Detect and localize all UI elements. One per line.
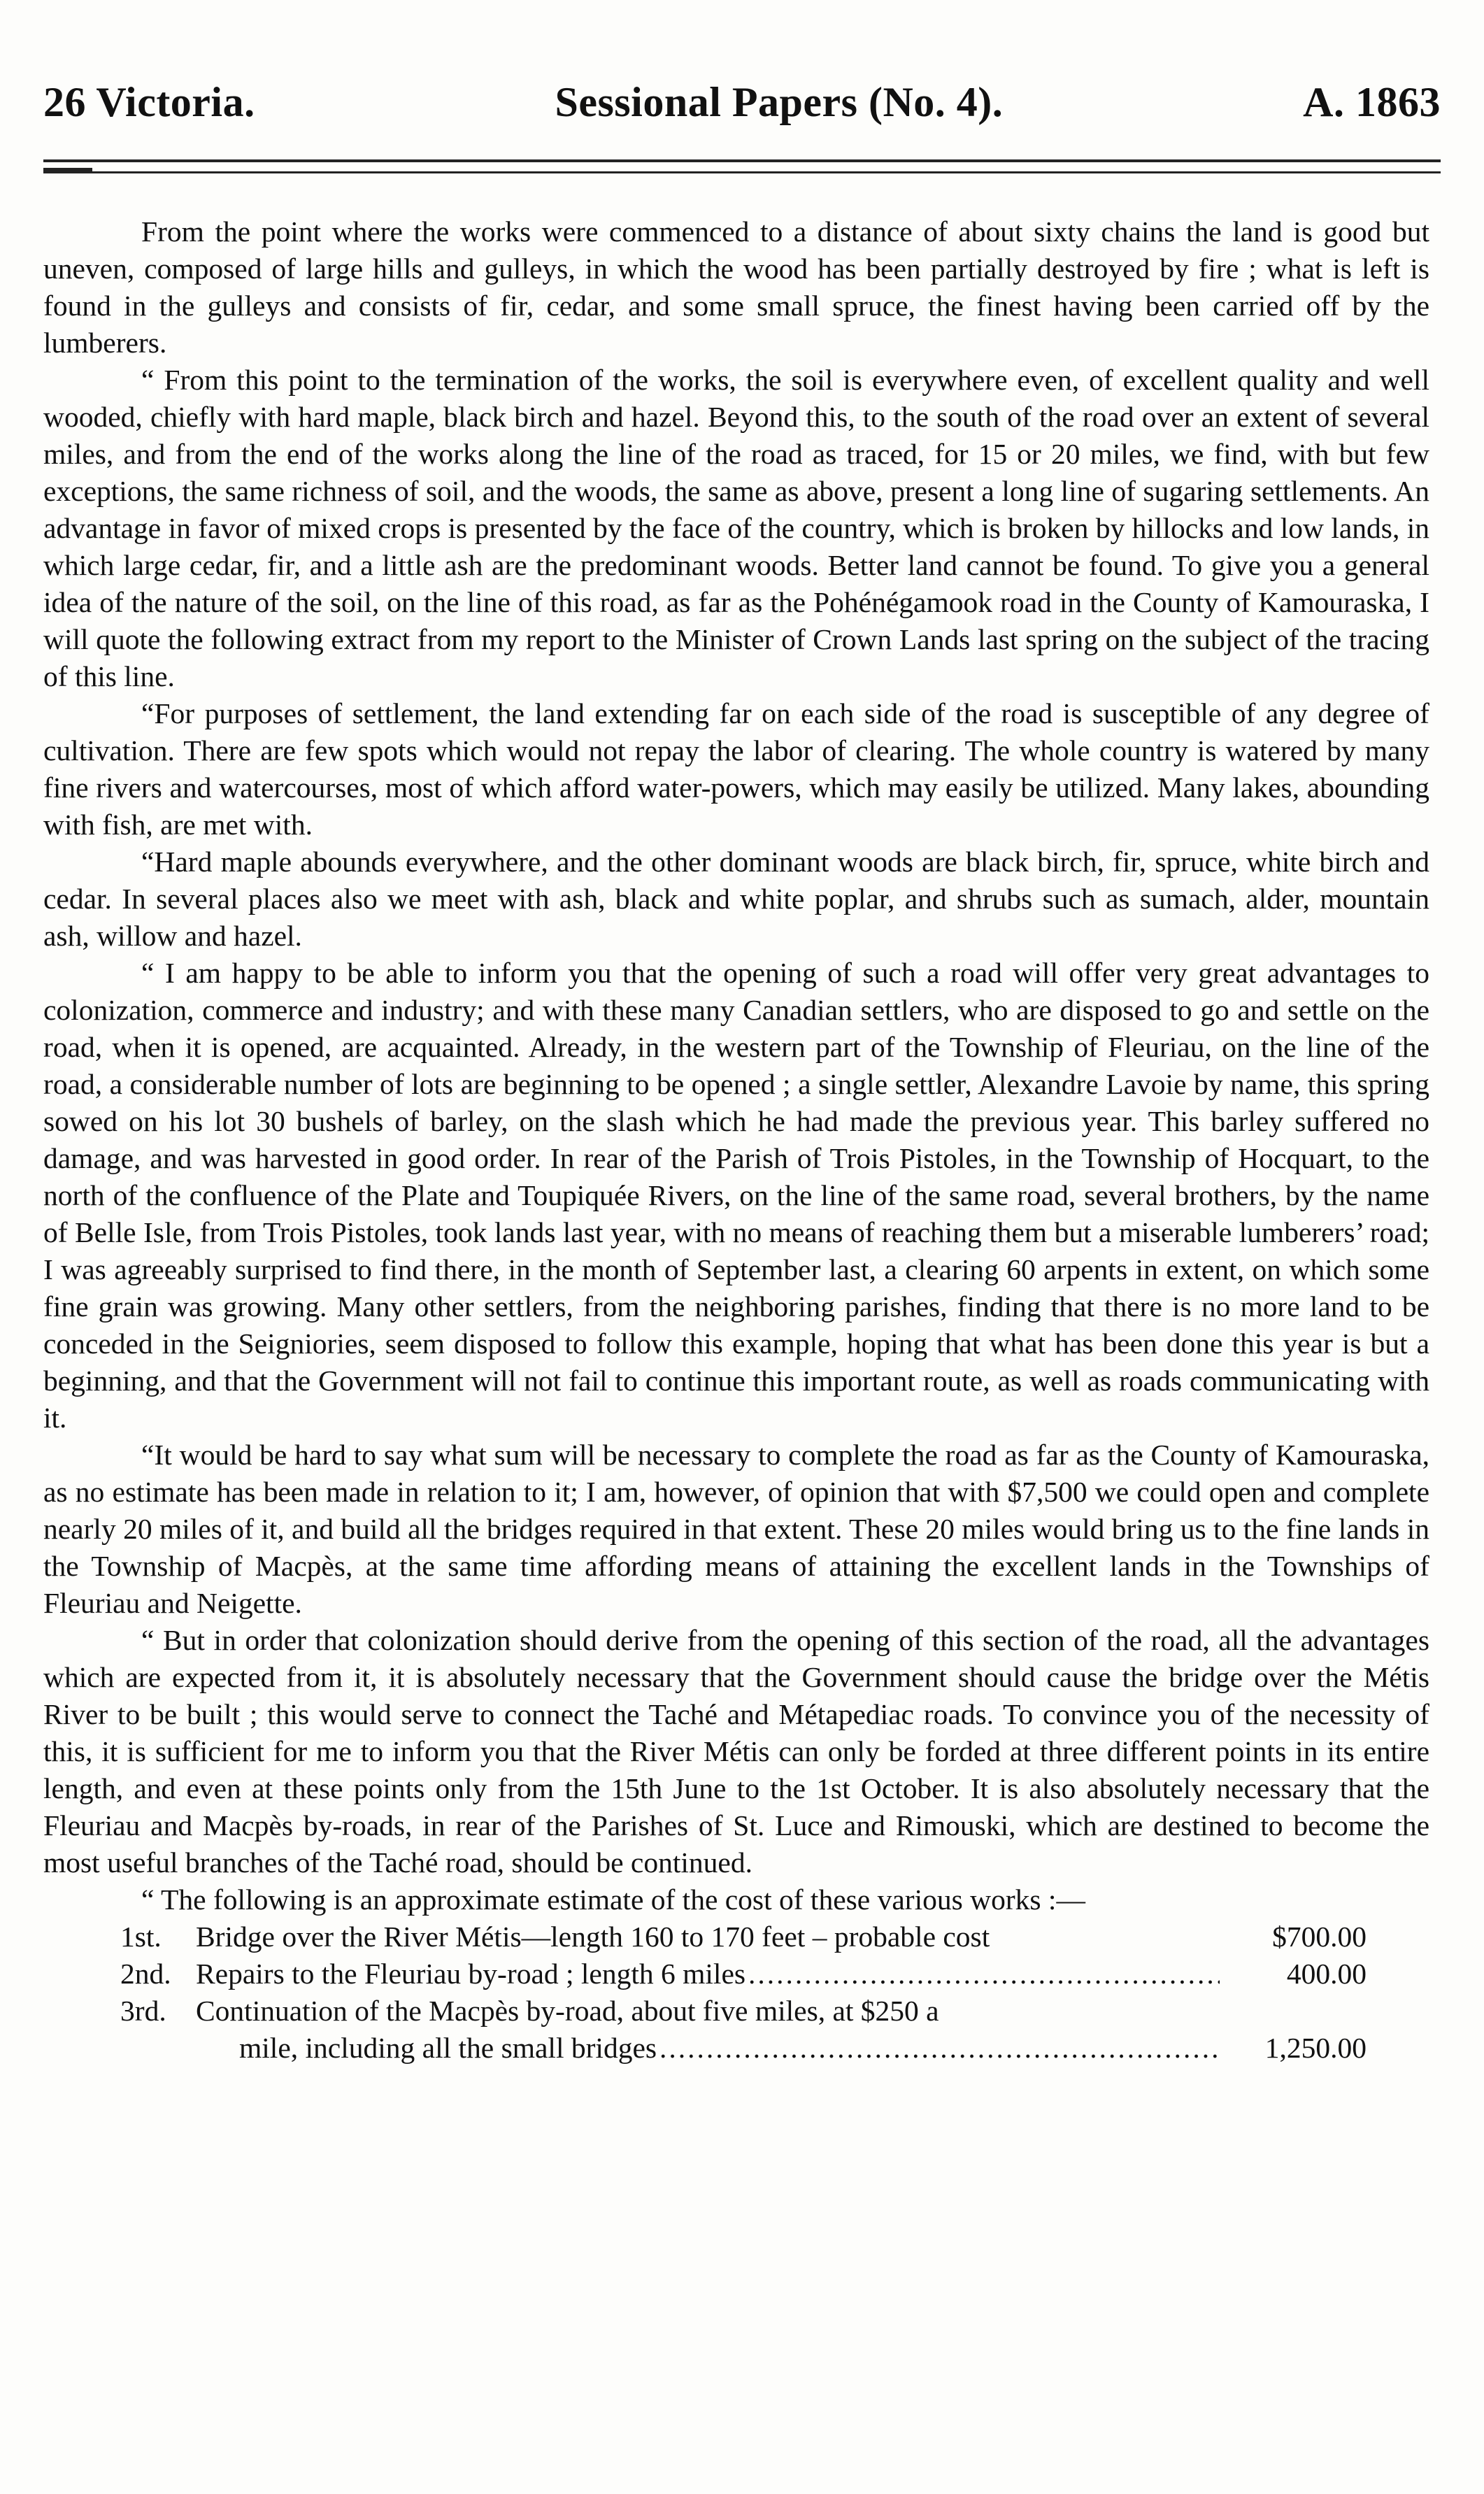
- estimate-number: 3rd.: [120, 1995, 166, 2027]
- estimate-intro: “ The following is an approximate estimate of the cost of these various works :—: [141, 1883, 1085, 1916]
- estimate-amount: 400.00: [1286, 1958, 1367, 1990]
- leader-dots: [745, 1955, 1220, 1993]
- estimate-list: [43, 1918, 1429, 2067]
- estimate-description: Repairs to the Fleuriau by-road ; length 6 miles: [196, 1958, 746, 1990]
- header-rule-mark: [43, 168, 92, 172]
- estimate-description: Bridge over the River Métis—length 160 to 170 feet – probable cost: [196, 1921, 990, 1953]
- estimate-item: [43, 1918, 1429, 1955]
- estimate-item: [43, 1993, 1429, 2030]
- header-rule-top: [43, 159, 1441, 162]
- estimate-description: Continuation of the Macpès by-road, about five miles, at $250 a: [196, 1995, 939, 2027]
- estimate-description-continued: mile, including all the small bridges: [239, 2032, 657, 2064]
- paragraph: “ From this point to the termination of the works, the soil is everywhere even, of excellent quality and well wooded, chiefly with hard maple, black birch and hazel. Beyond this, to the south of the road over an extent of several miles, and from the end of the works along the line of the road as traced, for 15 or 20 miles, we find, with but few exceptions, the same richness of soil, and the woods, the same as above, present a long line of sugaring settlements. An advantage in favor of mixed crops is presented by the face of the country, which is broken by hillocks and low lands, in which large cedar, fir, and a little ash are the predominant woods. Better land cannot be found. To give you a general idea of the nature of the soil, on the line of this road, as far as the Pohénégamook road in the County of Kamouraska, I will quote the following extract from my report to the Minister of Crown Lands last spring on the subject of the tracing of this line.: [43, 364, 1429, 692]
- header-year: A. 1863: [1303, 79, 1441, 125]
- estimate-item: [43, 1955, 1429, 1993]
- header-session: 26 Victoria.: [43, 79, 255, 125]
- paragraph: “Hard maple abounds everywhere, and the other dominant woods are black birch, fir, spruce, white birch and cedar. In several places also we meet with ash, black and white poplar, and shrubs such as sumach, alder, mountain ash, willow and hazel.: [43, 846, 1429, 952]
- estimate-number: 2nd.: [120, 1958, 171, 1990]
- paragraph: “ I am happy to be able to inform you that the opening of such a road will offer very great advantages to colonization, commerce and industry; and with these many Canadian settlers, who are disposed to go and settle on the road, when it is opened, are acquainted. Already, in the western part of the Township of Fleuriau, on the line of the road, a considerable number of lots are beginning to be opened ; a single settler, Alexandre Lavoie by name, this spring sowed on his lot 30 bushels of barley, on the slash which he had made the previous year. This barley suffered no damage, and was harvested in good order. In rear of the Parish of Trois Pistoles, in the Township of Hocquart, to the north of the confluence of the Plate and Toupiquée Rivers, on the line of the same road, several brothers, by the name of Belle Isle, from Trois Pistoles, took lands last year, with no means of reaching them but a miserable lumberers’ road; I was agreeably surprised to find there, in the month of September last, a clearing 60 arpents in extent, on which some fine grain was growing. Many other settlers, from the neighboring parishes, finding that there is no more land to be conceded in the Seigniories, seem disposed to follow this example, hoping that what has been done this year is but a beginning, and that the Government will not fail to continue this important route, as well as roads communicating with it.: [43, 957, 1429, 1434]
- estimate-item-continued: [43, 2030, 1429, 2067]
- paragraph: “ But in order that colonization should derive from the opening of this section of the road, all the advantages which are expected from it, it is absolutely necessary that the Government should cause the bridge over the Métis River to be built ; this would serve to connect the Taché and Métapediac roads. To convince you of the necessity of this, it is sufficient for me to inform you that the River Métis can only be forded at three different points in its entire length, and even at these points only from the 15th June to the 1st October. It is also absolutely necessary that the Fleuriau and Macpès by-roads, in rear of the Parishes of St. Luce and Rimouski, which are destined to become the most useful branches of the Taché road, should be continued.: [43, 1624, 1429, 1879]
- paragraph: “For purposes of settlement, the land extending far on each side of the road is susceptible of any degree of cultivation. There are few spots which would not repay the labor of clearing. The whole country is watered by many fine rivers and watercourses, most of which afford water-powers, which may easily be utilized. Many lakes, abounding with fish, are met with.: [43, 697, 1429, 841]
- estimate-number: 1st.: [120, 1921, 162, 1953]
- estimate-amount: 1,250.00: [1264, 2032, 1367, 2064]
- header-rule-bottom: [43, 171, 1441, 173]
- running-header: [43, 78, 1441, 127]
- paragraph: “It would be hard to say what sum will be necessary to complete the road as far as the County of Kamouraska, as no estimate has been made in relation to it; I am, however, of opinion that with $7,500 we could open and complete nearly 20 miles of it, and build all the bridges required in that extent. These 20 miles would bring us to the fine lands in the Township of Macpès, at the same time affording means of attaining the excellent lands in the Townships of Fleuriau and Neigette.: [43, 1439, 1429, 1619]
- document-body: [43, 213, 1429, 2067]
- paragraph: From the point where the works were commenced to a distance of about sixty chains the land is good but uneven, composed of large hills and gulleys, in which the wood has been partially destroyed by fire ; what is left is found in the gulleys and consists of fir, cedar, and some small spruce, the finest having been carried off by the lumberers.: [43, 215, 1429, 359]
- header-title: Sessional Papers (No. 4).: [555, 79, 1004, 125]
- leader-dots: [657, 2030, 1220, 2067]
- estimate-amount: $700.00: [1272, 1921, 1367, 1953]
